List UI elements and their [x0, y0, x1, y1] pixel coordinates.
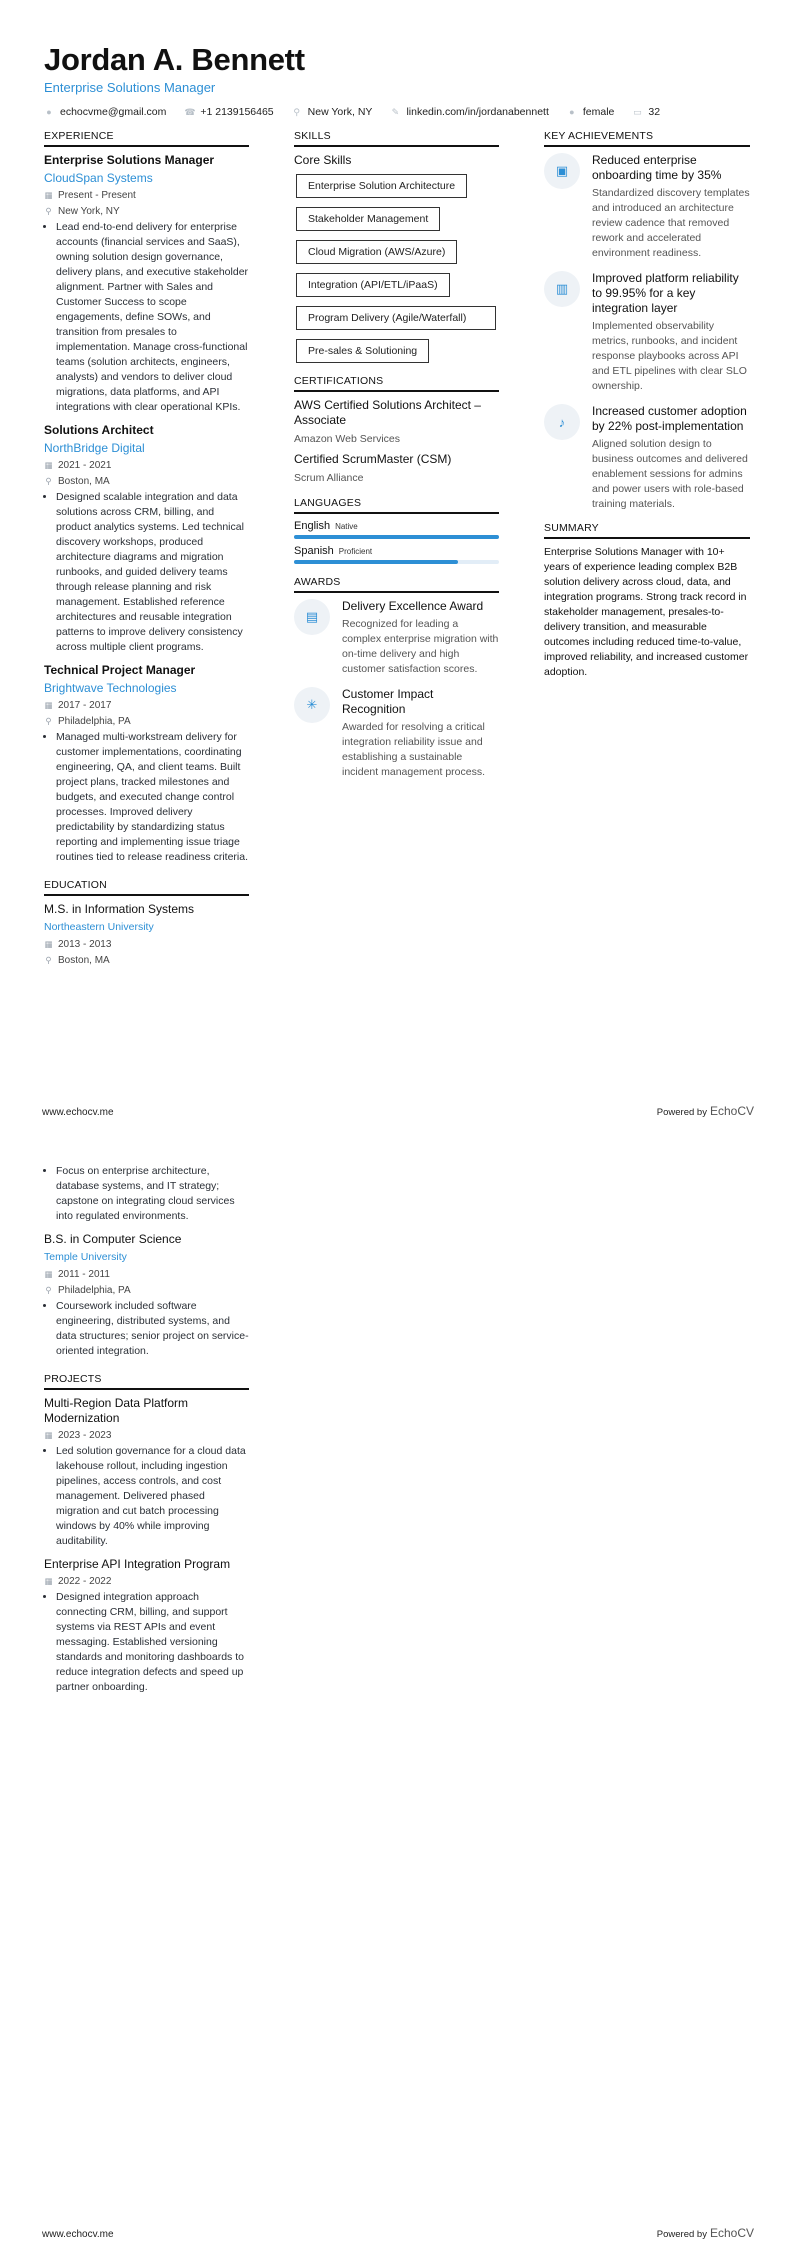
resume-page-2: [0, 1150, 794, 2246]
brand-logo[interactable]: EchoCV: [709, 2226, 754, 2240]
job-location: ⚲ New York, NY: [45, 206, 120, 217]
left-column-continued: [44, 1164, 249, 1703]
award-title: Customer Impact Recognition: [342, 687, 434, 716]
language-name: Spanish: [294, 545, 334, 557]
language-bar-fill: [294, 560, 458, 564]
contact-linkedin[interactable]: [390, 106, 548, 118]
brand-logo[interactable]: EchoCV: [709, 1104, 754, 1118]
certification-entry: [294, 452, 499, 485]
language-bar-fill: [294, 535, 499, 539]
project-entry: [44, 1557, 249, 1695]
school-name: Northeastern University: [44, 921, 154, 933]
project-bullets: [44, 1444, 249, 1549]
experience-heading: EXPERIENCE: [44, 130, 249, 147]
bullet-item: • Led solution governance for a cloud data lakehouse rollout, including ingestion pipelines, access controls, and cost management. Delivered phased migration and cut batch processing windows by 40% while improving auditability.: [56, 1444, 249, 1549]
summary-text: Enterprise Solutions Manager with 10+ years of experience leading complex B2B solution delivery across cloud, data, and integration programs. Strong track record in stakeholder management, presales-to-delivery transition, and measurable outcomes including reduced time-to-value, improved reliability, and increased customer adoption.: [544, 546, 749, 678]
bullet-item: • Designed integration approach connecting CRM, billing, and support systems via REST APIs and event messaging. Established versioning standards and monitoring dashboards to reduce integration defects and speed up partner onboarding.: [56, 1590, 249, 1695]
phone-icon: ☎: [184, 106, 196, 117]
email-icon: ●: [46, 107, 52, 117]
language-name: English: [294, 520, 331, 532]
certification-entry: [294, 398, 499, 446]
location-icon: ⚲: [45, 1285, 52, 1295]
education-heading: EDUCATION: [44, 879, 249, 896]
powered-by: Powered by EchoCV: [656, 1104, 754, 1118]
inbox-icon: ▣: [544, 153, 580, 189]
skill-tag: Program Delivery (Agile/Waterfall): [296, 306, 496, 330]
achievements-heading: KEY ACHIEVEMENTS: [544, 130, 750, 147]
book-icon: ▤: [294, 599, 330, 635]
calendar-icon: ▦: [44, 1269, 53, 1279]
experience-entry: [44, 663, 249, 865]
award-desc: Awarded for resolving a critical integration reliability issue and establishing a sustainable incident management process.: [342, 721, 485, 778]
bullet-item: • Managed multi-workstream delivery for customer implementations, coordinating engineering, QA, and client teams. Built project plans, tracked milestones and budgets, and executed change control processes. Improved delivery predictability by standardizing status reporting and implementing issue triage routines tied to release readiness criteria.: [56, 730, 249, 865]
job-title: Solutions Architect: [44, 423, 154, 437]
project-dates: ▦ 2022 - 2022: [44, 1576, 112, 1587]
project-dates: ▦ 2023 - 2023: [44, 1430, 112, 1441]
project-title: Multi-Region Data Platform Modernization: [44, 1396, 189, 1425]
education-entry-continued: [44, 1164, 249, 1224]
project-entry: [44, 1396, 249, 1549]
skills-heading: SKILLS: [294, 130, 499, 147]
job-title: Technical Project Manager: [44, 663, 196, 677]
certification-name: AWS Certified Solutions Architect – Associate: [294, 398, 481, 427]
calendar-icon: ▦: [44, 460, 53, 470]
candidate-role: Enterprise Solutions Manager: [44, 80, 216, 95]
achievement-title: Increased customer adoption by 22% post-implementation: [592, 404, 747, 433]
bell-icon: ♪: [544, 404, 580, 440]
contact-age: [632, 106, 660, 118]
skill-tag: Integration (API/ETL/iPaaS): [296, 273, 450, 297]
contact-bar: [44, 106, 754, 118]
achievement-desc: Implemented observability metrics, runbooks, and incident response playbooks across API and ETL pipelines with clear SLO ownership.: [592, 320, 747, 392]
edu-location: ⚲ Boston, MA: [45, 955, 110, 966]
bullet-item: • Lead end-to-end delivery for enterprise accounts (financial services and SaaS), owning solution design governance, delivery plans, and executive stakeholder alignment. Partner with Sales and Customer Success to scope engagements, define SOWs, and transition from presales to implementation. Manage cross-functional teams (solution architects, engineers, analysts) and vendors to deliver cloud migrations, data platforms, and API integrations with clear operational KPIs.: [56, 220, 249, 415]
education-entry: [44, 1232, 249, 1359]
resume-header: [44, 42, 754, 118]
achievement-title: Improved platform reliability to 99.95% for a key integration layer: [592, 271, 739, 315]
calendar-icon: ▦: [44, 939, 53, 949]
job-title: Enterprise Solutions Manager: [44, 153, 215, 167]
language-level: Proficient: [338, 547, 373, 556]
footer-site-link[interactable]: www.echocv.me: [42, 2229, 114, 2240]
awards-heading: AWARDS: [294, 576, 499, 593]
company-name: CloudSpan Systems: [44, 171, 153, 185]
achievement-entry: [544, 153, 750, 261]
bullet-item: • Coursework included software engineering, distributed systems, and data structures; senior project on service-oriented integration.: [56, 1299, 249, 1359]
location-icon: ⚲: [45, 716, 52, 726]
job-bullets: [44, 220, 249, 415]
skill-tag: Stakeholder Management: [296, 207, 440, 231]
calendar-icon: ▦: [44, 190, 53, 200]
calendar-icon: ▭: [633, 106, 642, 117]
job-dates: ▦ Present - Present: [44, 190, 136, 201]
projects-heading: PROJECTS: [44, 1373, 249, 1390]
skill-tag: Pre-sales & Solutioning: [296, 339, 429, 363]
location-icon: ⚲: [45, 955, 52, 965]
calendar-icon: ▦: [44, 700, 53, 710]
experience-entry: [44, 423, 249, 655]
award-entry: [294, 687, 499, 780]
award-desc: Recognized for leading a complex enterprise migration with on-time delivery and high customer satisfaction scores.: [342, 618, 499, 675]
middle-column: [294, 130, 499, 790]
language-level: Native: [335, 522, 358, 531]
location-icon: ⚲: [293, 106, 300, 117]
right-column: [544, 130, 750, 680]
contact-phone[interactable]: [184, 106, 273, 118]
award-title: Delivery Excellence Award: [342, 599, 484, 613]
edu-location: ⚲ Philadelphia, PA: [45, 1285, 131, 1296]
location-icon: ⚲: [45, 206, 52, 216]
language-entry: [294, 520, 499, 539]
job-dates: ▦ 2017 - 2017: [44, 700, 112, 711]
company-name: Brightwave Technologies: [44, 681, 177, 695]
certification-name: Certified ScrumMaster (CSM): [294, 452, 452, 466]
achievement-desc: Standardized discovery templates and introduced an architecture review cadence that removed rework and accelerated environment readiness.: [592, 187, 750, 259]
footer-site-link[interactable]: www.echocv.me: [42, 1107, 114, 1118]
project-bullets: [44, 1590, 249, 1695]
core-skills-heading: Core Skills: [294, 153, 352, 167]
job-dates: ▦ 2021 - 2021: [44, 460, 112, 471]
education-entry: [44, 902, 249, 967]
certification-org: Amazon Web Services: [294, 433, 401, 445]
calendar-icon: ▦: [44, 1576, 53, 1586]
calendar-icon: ▦: [44, 1430, 53, 1440]
languages-heading: LANGUAGES: [294, 497, 499, 514]
powered-by: Powered by EchoCV: [656, 2226, 754, 2240]
location-icon: ⚲: [45, 476, 52, 486]
award-entry: [294, 599, 499, 677]
job-location: ⚲ Boston, MA: [45, 476, 110, 487]
edu-dates: ▦ 2013 - 2013: [44, 939, 112, 950]
contact-value: New York, NY: [307, 106, 373, 118]
degree-title: M.S. in Information Systems: [44, 902, 195, 916]
contact-email[interactable]: [44, 106, 166, 118]
page-footer: [42, 2226, 754, 2240]
contact-value: 32: [648, 106, 661, 118]
degree-title: B.S. in Computer Science: [44, 1232, 182, 1246]
edu-dates: ▦ 2011 - 2011: [44, 1269, 110, 1280]
contact-value: female: [582, 106, 615, 118]
sparkle-icon: ✳: [294, 687, 330, 723]
contact-location: [292, 106, 373, 118]
experience-entry: [44, 153, 249, 415]
achievement-desc: Aligned solution design to business outcomes and delivered enablement sessions for admins and power users with role-based training materials.: [592, 438, 748, 510]
certifications-heading: CERTIFICATIONS: [294, 375, 499, 392]
building-icon: ▥: [544, 271, 580, 307]
company-name: NorthBridge Digital: [44, 441, 145, 455]
link-icon: ✎: [391, 106, 400, 117]
job-bullets: [44, 730, 249, 865]
achievement-entry: [544, 404, 750, 512]
left-column: [44, 130, 249, 975]
project-title: Enterprise API Integration Program: [44, 1557, 231, 1571]
skill-tag: Cloud Migration (AWS/Azure): [296, 240, 457, 264]
school-name: Temple University: [44, 1251, 127, 1263]
bullet-item: • Designed scalable integration and data solutions across CRM, billing, and product analytics systems. Led technical discovery workshops, produced architecture diagrams and migration runbooks, and guided delivery teams through release planning and risk management. Established reference architectures and reusable integration patterns to improve delivery consistency across multiple client programs.: [56, 490, 249, 655]
summary-heading: SUMMARY: [544, 522, 750, 539]
candidate-name: Jordan A. Bennett: [44, 42, 305, 77]
achievement-title: Reduced enterprise onboarding time by 35%: [592, 153, 722, 182]
contact-value: +1 2139156465: [200, 106, 274, 118]
contact-gender: [567, 106, 615, 118]
certification-org: Scrum Alliance: [294, 472, 364, 484]
job-location: ⚲ Philadelphia, PA: [45, 716, 131, 727]
achievement-entry: [544, 271, 750, 394]
job-bullets: [44, 490, 249, 655]
skill-tag: Enterprise Solution Architecture: [296, 174, 467, 198]
edu-bullets: [44, 1164, 249, 1224]
contact-value: echocvme@gmail.com: [60, 106, 167, 118]
language-entry: [294, 545, 499, 564]
person-icon: ●: [569, 107, 575, 117]
language-bar: [294, 535, 499, 539]
edu-bullets: [44, 1299, 249, 1359]
language-bar: [294, 560, 499, 564]
contact-value: linkedin.com/in/jordanabennett: [406, 106, 549, 118]
bullet-item: • Focus on enterprise architecture, database systems, and IT strategy; capstone on integrating cloud services into regulated environments.: [56, 1164, 249, 1224]
page-footer: [42, 1104, 754, 1118]
